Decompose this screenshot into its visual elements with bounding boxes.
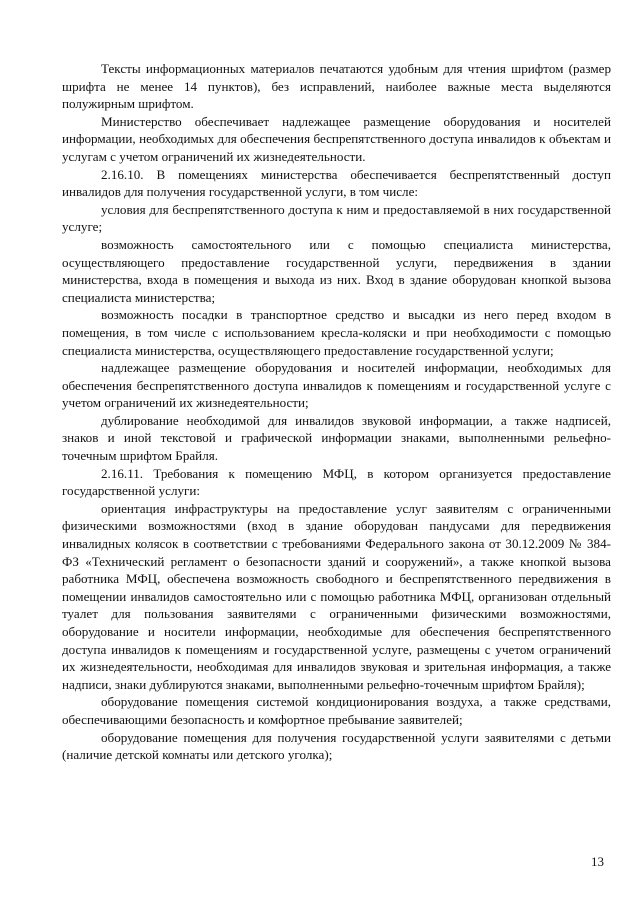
paragraph-section-2-16-11: 2.16.11. Требования к помещению МФЦ, в котором организуется предоставление государственной услуги: xyxy=(62,465,611,499)
page-number: 13 xyxy=(591,854,604,869)
paragraph-air-conditioning: оборудование помещения системой кондиционирования воздуха, а также средствами, обеспечивающими безопасность и комфортное пребывание заявителей; xyxy=(62,694,611,727)
paragraph-section-2-16-10: 2.16.10. В помещениях министерства обеспечивается беспрепятственный доступ инвалидов для получения государственной услуги, в том числе: xyxy=(62,166,611,200)
paragraph-equipment-placement: надлежащее размещение оборудования и носителей информации, необходимых для обеспечения беспрепятственного доступа инвалидов к помещениям и государственной услуге с учетом ограничений их жизнедеятельности; xyxy=(62,360,611,411)
paragraph-infrastructure-orientation: ориентация инфраструктуры на предоставление услуг заявителям с ограниченными физическими возможностями (вход в здание оборудован пандусами для передвижения инвалидных колясок в соответствии с требованиями Федерального закона от 30.12.2009 № 384-ФЗ «Технический регламент о безопасности зданий и сооружений», а также кнопкой вызова работника МФЦ, обеспечена возможность свободного и беспрепятственного передвижения в помещении инвалидов самостоятельно или с помощью работника МФЦ, организован отдельный туалет для пользования заявителями с ограниченными физическими возможностями, оборудование и носители информации, необходимые для обеспечения беспрепятственного доступа инвалидов к помещениям и государственной услуге, размещены с учетом ограничений их жизнедеятельности, необходимая для инвалидов звуковая и зрительная информация, а также надписи, знаки дублируются знаками, выполненными рельефно-точечным шрифтом Брайля); xyxy=(62,500,611,692)
paragraph-braille-duplication: дублирование необходимой для инвалидов звуковой информации, а также надписей, знаков и иной текстовой и графической информации знаками, выполненными рельефно-точечным шрифтом Брайля. xyxy=(62,412,611,464)
paragraph-access-conditions: условия для беспрепятственного доступа к ним и предоставляемой в них государственной услуге; xyxy=(62,201,611,235)
paragraph-vehicle-boarding: возможность посадки в транспортное средство и высадки из него перед входом в помещения, в том числе с использованием кресла-коляски и при необходимости с помощью специалиста министерства, осуществляющего предоставление государственной услуги; xyxy=(62,307,611,358)
paragraph-children-room: оборудование помещения для получения государственной услуги заявителями с детьми (наличие детской комнаты или детского уголка); xyxy=(62,729,611,763)
paragraph-ministry-equipment: Министерство обеспечивает надлежащее размещение оборудования и носителей информации, необходимых для обеспечения беспрепятственного доступа инвалидов к объектам и услугам с учетом ограничений их жизнедеятельности. xyxy=(62,113,611,164)
document-body xyxy=(62,60,611,764)
paragraph-movement-possibility: возможность самостоятельного или с помощью специалиста министерства, осуществляющего предоставление государственной услуги, передвижения в здании министерства, входа в помещения и выхода из них. Вход в здание оборудован кнопкой вызова специалиста министерства; xyxy=(62,236,611,305)
paragraph-fonts-note: Тексты информационных материалов печатаются удобным для чтения шрифтом (размер шрифта не менее 14 пунктов), без исправлений, наиболее важные места выделяются полужирным шрифтом. xyxy=(62,61,611,112)
